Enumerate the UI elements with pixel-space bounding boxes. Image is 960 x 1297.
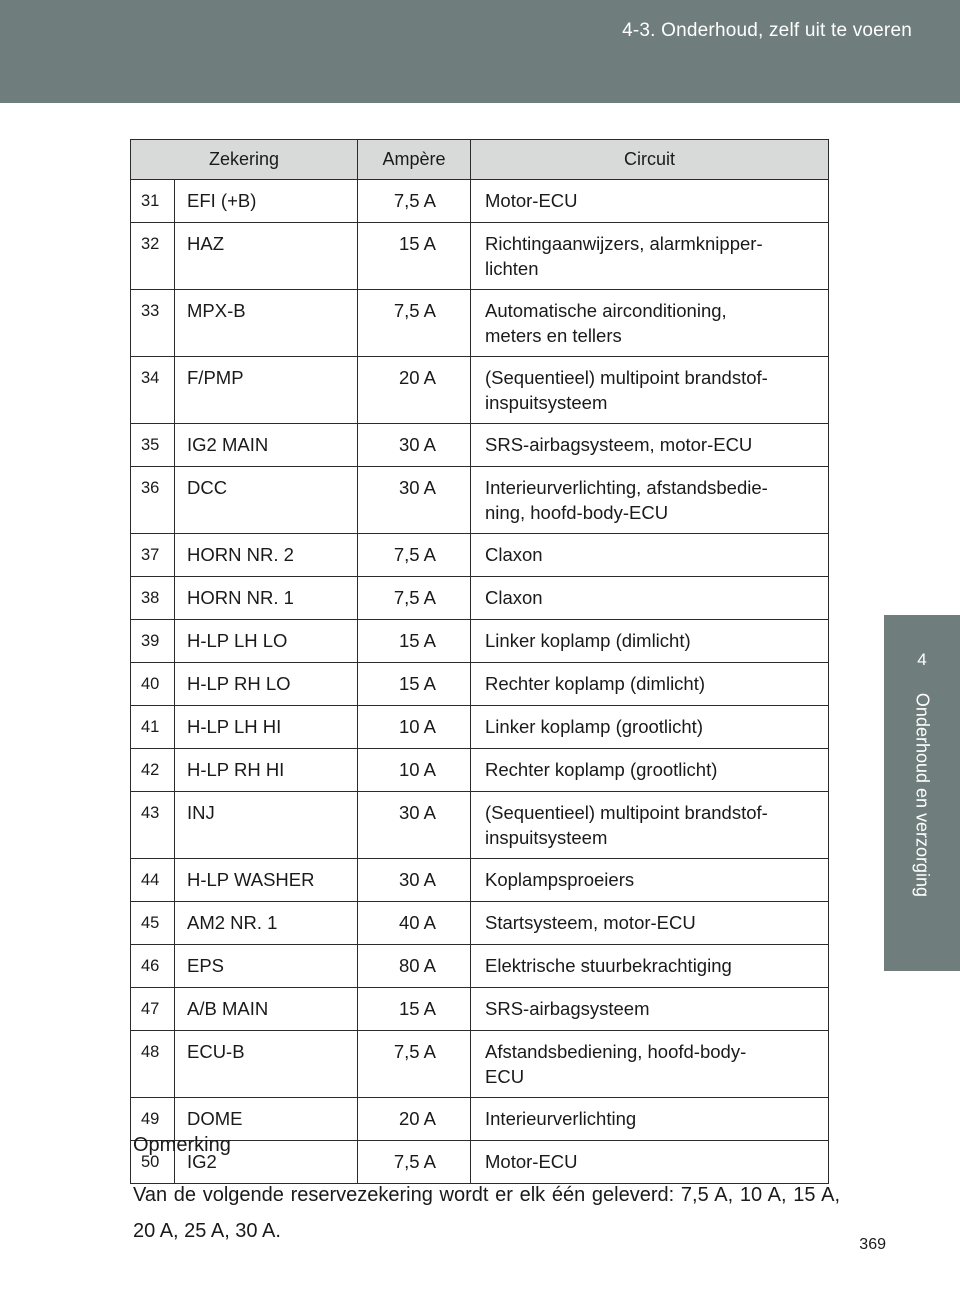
fuse-ampere-cell: 7,5 A xyxy=(358,180,471,223)
fuse-number-cell: 36 xyxy=(131,467,175,534)
fuse-number-cell: 44 xyxy=(131,859,175,902)
table-row xyxy=(131,223,829,290)
fuse-name-cell: H-LP LH LO xyxy=(175,620,358,663)
fuse-circuit-cell: SRS-airbagsysteem, motor-ECU xyxy=(471,424,829,467)
fuse-ampere-cell: 7,5 A xyxy=(358,290,471,357)
chapter-number: 4 xyxy=(917,650,927,669)
fuse-number-cell: 40 xyxy=(131,663,175,706)
fuse-ampere-cell: 10 A xyxy=(358,749,471,792)
fuse-name-cell: ECU-B xyxy=(175,1031,358,1098)
fuse-table xyxy=(130,139,829,1184)
table-row xyxy=(131,859,829,902)
fuse-circuit-cell: (Sequentieel) multipoint brandstof- inspuitsysteem xyxy=(471,792,829,859)
table-row xyxy=(131,988,829,1031)
note-title: Opmerking xyxy=(133,1134,231,1156)
fuse-name-cell: MPX-B xyxy=(175,290,358,357)
fuse-ampere-cell: 7,5 A xyxy=(358,577,471,620)
fuse-name-cell: A/B MAIN xyxy=(175,988,358,1031)
note-text: Van de volgende reservezekering wordt er elk één geleverd: 7,5 A, 10 A, 15 A, 20 A, 25 A, 30 A. xyxy=(133,1184,840,1242)
fuse-name-cell: H-LP RH LO xyxy=(175,663,358,706)
fuse-ampere-cell: 20 A xyxy=(358,1098,471,1141)
table-row xyxy=(131,424,829,467)
table-row xyxy=(131,290,829,357)
fuse-circuit-cell: (Sequentieel) multipoint brandstof- inspuitsysteem xyxy=(471,357,829,424)
fuse-name-cell: HAZ xyxy=(175,223,358,290)
fuse-ampere-cell: 7,5 A xyxy=(358,1141,471,1184)
fuse-ampere-cell: 80 A xyxy=(358,945,471,988)
table-row xyxy=(131,945,829,988)
fuse-number-cell: 34 xyxy=(131,357,175,424)
fuse-ampere-cell: 30 A xyxy=(358,792,471,859)
fuse-circuit-cell: Linker koplamp (grootlicht) xyxy=(471,706,829,749)
table-row xyxy=(131,749,829,792)
fuse-number-cell: 50 xyxy=(131,1141,175,1184)
fuse-circuit-cell: Richtingaanwijzers, alarmknipper- lichten xyxy=(471,223,829,290)
fuse-circuit-cell: Rechter koplamp (dimlicht) xyxy=(471,663,829,706)
fuse-number-cell: 46 xyxy=(131,945,175,988)
fuse-circuit-cell: Elektrische stuurbekrachtiging xyxy=(471,945,829,988)
fuse-ampere-cell: 7,5 A xyxy=(358,534,471,577)
fuse-number-cell: 43 xyxy=(131,792,175,859)
fuse-ampere-cell: 30 A xyxy=(358,424,471,467)
table-row xyxy=(131,180,829,223)
fuse-circuit-cell: Motor-ECU xyxy=(471,180,829,223)
fuse-ampere-cell: 7,5 A xyxy=(358,1031,471,1098)
fuse-ampere-cell: 40 A xyxy=(358,902,471,945)
fuse-name-cell: DCC xyxy=(175,467,358,534)
fuse-circuit-cell: Startsysteem, motor-ECU xyxy=(471,902,829,945)
table-row xyxy=(131,663,829,706)
table-row xyxy=(131,706,829,749)
column-header-zekering: Zekering xyxy=(131,140,358,180)
table-row xyxy=(131,1098,829,1141)
fuse-ampere-cell: 30 A xyxy=(358,859,471,902)
fuse-number-cell: 37 xyxy=(131,534,175,577)
fuse-number-cell: 33 xyxy=(131,290,175,357)
fuse-name-cell: EPS xyxy=(175,945,358,988)
fuse-circuit-cell: Rechter koplamp (grootlicht) xyxy=(471,749,829,792)
fuse-circuit-cell: Interieurverlichting xyxy=(471,1098,829,1141)
fuse-circuit-cell: Koplampsproeiers xyxy=(471,859,829,902)
fuse-name-cell: H-LP LH HI xyxy=(175,706,358,749)
fuse-number-cell: 42 xyxy=(131,749,175,792)
fuse-name-cell: IG2 xyxy=(175,1141,358,1184)
page-number: 369 xyxy=(859,1236,886,1253)
fuse-circuit-cell: Interieurverlichting, afstandsbedie- ning, hoofd-body-ECU xyxy=(471,467,829,534)
fuse-name-cell: AM2 NR. 1 xyxy=(175,902,358,945)
fuse-name-cell: EFI (+B) xyxy=(175,180,358,223)
fuse-circuit-cell: Automatische airconditioning, meters en tellers xyxy=(471,290,829,357)
fuse-number-cell: 48 xyxy=(131,1031,175,1098)
header-bar xyxy=(0,0,960,103)
table-row xyxy=(131,792,829,859)
fuse-ampere-cell: 10 A xyxy=(358,706,471,749)
table-row xyxy=(131,467,829,534)
table-row xyxy=(131,620,829,663)
table-row xyxy=(131,577,829,620)
fuse-name-cell: HORN NR. 2 xyxy=(175,534,358,577)
fuse-circuit-cell: Afstandsbediening, hoofd-body- ECU xyxy=(471,1031,829,1098)
table-header-row xyxy=(131,140,829,180)
fuse-ampere-cell: 15 A xyxy=(358,663,471,706)
fuse-number-cell: 31 xyxy=(131,180,175,223)
fuse-circuit-cell: Claxon xyxy=(471,577,829,620)
fuse-name-cell: IG2 MAIN xyxy=(175,424,358,467)
table-row xyxy=(131,1031,829,1098)
fuse-ampere-cell: 30 A xyxy=(358,467,471,534)
fuse-circuit-cell: Linker koplamp (dimlicht) xyxy=(471,620,829,663)
table-row xyxy=(131,902,829,945)
fuse-name-cell: DOME xyxy=(175,1098,358,1141)
fuse-number-cell: 41 xyxy=(131,706,175,749)
fuse-number-cell: 47 xyxy=(131,988,175,1031)
fuse-circuit-cell: SRS-airbagsysteem xyxy=(471,988,829,1031)
fuse-name-cell: F/PMP xyxy=(175,357,358,424)
column-header-ampere: Ampère xyxy=(358,140,471,180)
fuse-name-cell: H-LP RH HI xyxy=(175,749,358,792)
fuse-name-cell: HORN NR. 1 xyxy=(175,577,358,620)
table-row xyxy=(131,534,829,577)
fuse-ampere-cell: 15 A xyxy=(358,223,471,290)
table-body xyxy=(131,180,829,1184)
fuse-ampere-cell: 15 A xyxy=(358,620,471,663)
fuse-ampere-cell: 15 A xyxy=(358,988,471,1031)
fuse-circuit-cell: Claxon xyxy=(471,534,829,577)
fuse-number-cell: 39 xyxy=(131,620,175,663)
table-row xyxy=(131,357,829,424)
fuse-number-cell: 49 xyxy=(131,1098,175,1141)
column-header-circuit: Circuit xyxy=(471,140,829,180)
fuse-number-cell: 45 xyxy=(131,902,175,945)
fuse-name-cell: INJ xyxy=(175,792,358,859)
fuse-number-cell: 38 xyxy=(131,577,175,620)
chapter-side-tab xyxy=(884,615,960,971)
fuse-circuit-cell: Motor-ECU xyxy=(471,1141,829,1184)
fuse-number-cell: 35 xyxy=(131,424,175,467)
section-title: 4-3. Onderhoud, zelf uit te voeren xyxy=(622,20,912,41)
fuse-number-cell: 32 xyxy=(131,223,175,290)
chapter-label: Onderhoud en verzorging xyxy=(912,692,933,898)
fuse-ampere-cell: 20 A xyxy=(358,357,471,424)
fuse-name-cell: H-LP WASHER xyxy=(175,859,358,902)
